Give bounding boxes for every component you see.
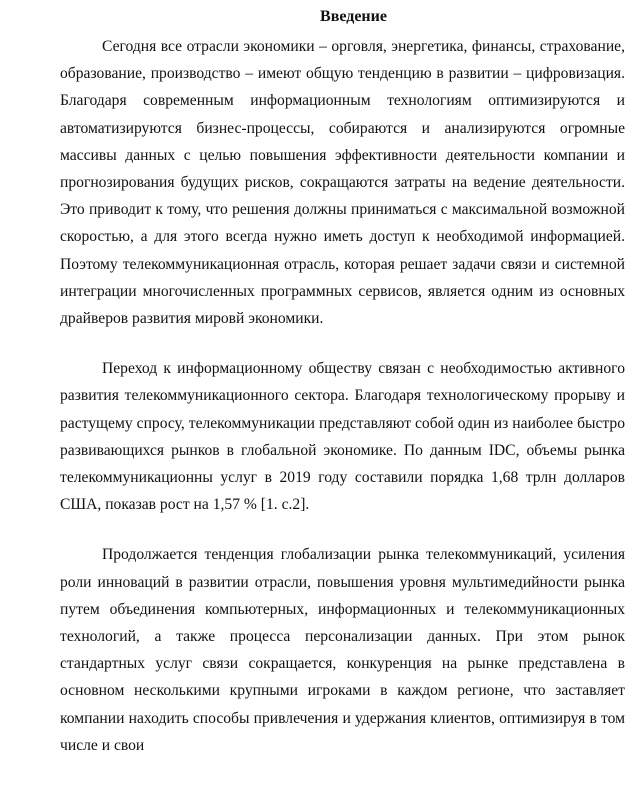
paragraph-2: Переход к информационному обществу связан с необходимостью активного развития телекоммуникационного сектора. Благодаря технологическому прорыву и растущему спросу, телекоммуникации представляют собой один из наиболее быстро развивающихся рынков в глобальной экономике. По данным IDC, объемы рынка телекоммуникационны услуг в 2019 году составили порядка 1,68 трлн долларов США, показав рост на 1,57 % [1. с.2].: [60, 360, 625, 514]
paragraph-1: Сегодня все отрасли экономики – орговля, энергетика, финансы, страхование, образование, производство – имеют общую тенденцию в развитии – цифровизация. Благодаря современным информационным технологиям оптимизируются и автоматизируются бизнес-процессы, собираются и анализируются огромные массивы данных с целью повышения эффективности деятельности компании и прогнозирования будущих рисков, сокращаются затраты на ведение деятельности. Это приводит к тому, что решения должны приниматься с максимальной возможной скоростью, а для этого всегда нужно иметь доступ к необходимой информацией. Поэтому телекоммуникационная отрасль, которая решает задачи связи и системной интеграции многочисленных программных сервисов, является одним из основных драйверов развития мировй экономики.: [60, 38, 625, 328]
paragraph-3: Продолжается тенденция глобализации рынка телекоммуникаций, усиления роли инноваций в развитии отрасли, повышения уровня мультимедийности рынка путем объединения компьютерных, информационных и телекоммуникационных технологий, а также процесса персонализации данных. При этом рынок стандартных услуг связи сокращается, конкуренция на рынке представлена в основном несколькими крупными игроками в каждом регионе, что заставляет компании находить способы привлечения и удержания клиентов, оптимизируя в том числе и свои: [60, 546, 625, 754]
document-title: Введение: [320, 8, 387, 25]
